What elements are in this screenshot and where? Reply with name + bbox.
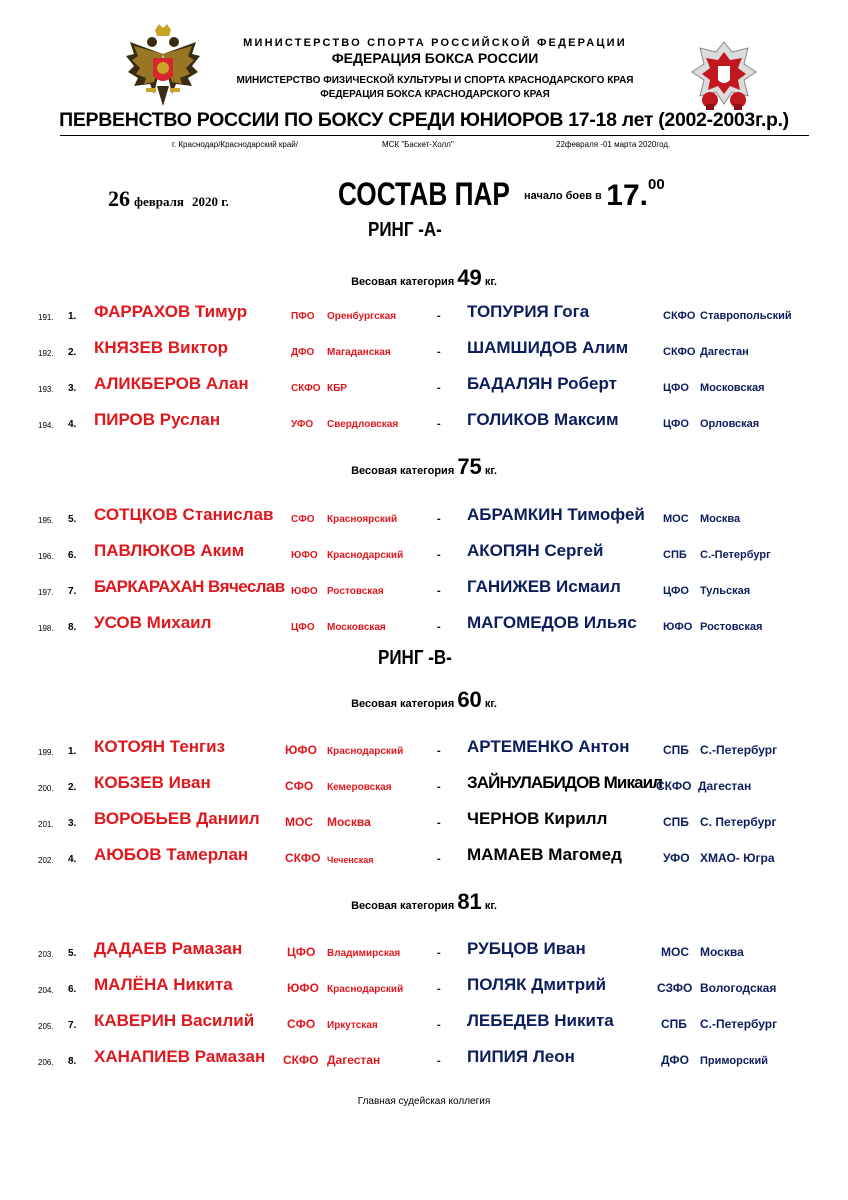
red-corner-name: КАВЕРИН Василий — [94, 1011, 255, 1030]
versus-dash: - — [437, 947, 441, 959]
bout-number: 203. — [38, 950, 54, 959]
bout-index: 7. — [68, 1020, 77, 1031]
blue-corner-region: Ставропольский — [700, 310, 792, 322]
weight-category-heading — [0, 889, 848, 915]
red-corner-name: ДАДАЕВ Рамазан — [94, 939, 243, 958]
blue-corner-region: Московская — [700, 382, 765, 394]
blue-corner-region: Дагестан — [700, 346, 749, 358]
weight-category-label: Весовая категория — [351, 900, 455, 912]
red-corner-district: ЮФО — [285, 743, 317, 757]
bout-index: 4. — [68, 854, 77, 865]
red-corner-region: Краснодарский — [327, 984, 404, 995]
bout-row — [0, 503, 848, 527]
red-corner-district: ДФО — [291, 347, 315, 358]
bout-index: 8. — [68, 1056, 77, 1067]
start-minutes: 00 — [648, 176, 665, 193]
red-corner-region: Краснодарский — [327, 746, 404, 757]
blue-corner-region: Дагестан — [698, 779, 752, 793]
bout-number: 192. — [38, 349, 54, 358]
red-corner-district: ПФО — [291, 311, 315, 322]
bout-number: 202. — [38, 856, 54, 865]
weight-unit: кг. — [484, 900, 497, 912]
versus-dash: - — [437, 549, 441, 561]
versus-dash: - — [437, 382, 441, 394]
red-corner-region: Краснодарский — [327, 550, 404, 561]
versus-dash: - — [437, 1019, 441, 1031]
bout-index: 5. — [68, 948, 77, 959]
red-corner-name: ПАВЛЮКОВ Аким — [94, 541, 245, 560]
blue-corner-district: СПБ — [663, 549, 687, 561]
blue-corner-name: АКОПЯН Сергей — [467, 541, 604, 560]
blue-corner-name: МАМАЕВ Магомед — [467, 845, 622, 864]
blue-corner-district: СКФО — [663, 310, 696, 322]
red-corner-name: ХАНАПИЕВ Рамазан — [94, 1047, 266, 1066]
blue-corner-name: РУБЦОВ Иван — [467, 939, 586, 958]
session-date — [108, 186, 229, 212]
red-corner-name: АЛИКБЕРОВ Алан — [94, 374, 249, 393]
red-corner-region: Москва — [327, 815, 371, 829]
blue-corner-region: Ростовская — [700, 621, 763, 633]
start-time — [524, 176, 665, 213]
bout-row — [0, 1045, 848, 1069]
bout-index: 4. — [68, 419, 77, 430]
blue-corner-name: ЧЕРНОВ Кирилл — [467, 809, 608, 828]
venue-text: МСК "Баскет-Холл" — [382, 140, 454, 149]
blue-corner-region: С. Петербург — [700, 815, 777, 829]
weight-value: 75 — [457, 454, 482, 479]
bout-index: 7. — [68, 586, 77, 597]
bout-number: 194. — [38, 421, 54, 430]
ring-b-heading: РИНГ -В- — [378, 647, 452, 669]
blue-corner-district: ЦФО — [663, 418, 689, 430]
blue-corner-name: ПОЛЯК Дмитрий — [467, 975, 607, 994]
red-corner-district: СКФО — [291, 383, 321, 394]
bout-number: 191. — [38, 313, 54, 322]
bout-number: 206. — [38, 1058, 54, 1067]
red-corner-region: Иркутская — [327, 1020, 378, 1031]
red-corner-district: ЦФО — [287, 945, 316, 959]
red-corner-district: ЮФО — [291, 550, 318, 561]
blue-corner-district: ЦФО — [663, 585, 689, 597]
red-corner-region: Чеченская — [327, 855, 374, 865]
bout-index: 2. — [68, 782, 77, 793]
bout-row — [0, 1009, 848, 1033]
red-corner-district: СФО — [285, 779, 314, 793]
blue-corner-region: Тульская — [700, 585, 751, 597]
blue-corner-district: СКФО — [663, 346, 696, 358]
red-corner-region: КБР — [327, 383, 347, 394]
blue-corner-region: ХМАО- Югра — [700, 851, 775, 865]
blue-corner-region: Приморский — [700, 1055, 768, 1067]
versus-dash: - — [437, 310, 441, 322]
red-corner-district: ЮФО — [287, 981, 319, 995]
bout-number: 197. — [38, 588, 54, 597]
weight-category-label: Весовая категория — [351, 698, 455, 710]
versus-dash: - — [437, 853, 441, 865]
bout-number: 193. — [38, 385, 54, 394]
ministry-sport-emblem — [124, 24, 202, 114]
bout-row — [0, 539, 848, 563]
weight-value: 81 — [457, 889, 482, 914]
blue-corner-district: МОС — [661, 945, 689, 959]
red-corner-name: ФАРРАХОВ Тимур — [94, 302, 248, 321]
ministry-heading: МИНИСТЕРСТВО СПОРТА РОССИЙСКОЙ ФЕДЕРАЦИИ — [243, 37, 627, 49]
bout-row — [0, 336, 848, 360]
bout-index: 6. — [68, 984, 77, 995]
blue-corner-name: ШАМШИДОВ Алим — [467, 338, 629, 357]
red-corner-region: Красноярский — [327, 514, 398, 525]
blue-corner-region: С.-Петербург — [700, 743, 778, 757]
blue-corner-region: Вологодская — [700, 981, 777, 995]
session-month: февраля — [134, 194, 184, 209]
red-corner-district: СФО — [287, 1017, 316, 1031]
red-corner-district: ЮФО — [291, 586, 318, 597]
bout-index: 1. — [68, 746, 77, 757]
bout-row — [0, 735, 848, 759]
red-corner-region: Дагестан — [327, 1053, 381, 1067]
blue-corner-name: ЛЕБЕДЕВ Никита — [467, 1011, 614, 1030]
bout-row — [0, 843, 848, 867]
ring-a-heading: РИНГ -А- — [368, 219, 442, 241]
versus-dash: - — [437, 745, 441, 757]
chief-judges-caption: Главная судейская коллегия — [357, 1096, 491, 1107]
red-corner-district: УФО — [291, 419, 314, 430]
blue-corner-region: Москва — [700, 513, 741, 525]
red-corner-region: Ростовская — [327, 586, 384, 597]
weight-unit: кг. — [484, 698, 497, 710]
bout-row — [0, 408, 848, 432]
bout-row — [0, 575, 848, 599]
bout-number: 205. — [38, 1022, 54, 1031]
blue-corner-district: МОС — [663, 513, 689, 525]
start-label: начало боев в — [524, 190, 602, 202]
weight-category-label: Весовая категория — [351, 465, 455, 477]
red-corner-name: УСОВ Михаил — [94, 613, 212, 632]
bout-index: 8. — [68, 622, 77, 633]
red-corner-district: СКФО — [285, 851, 321, 865]
location-text: г. Краснодар/Краснодарский край/ — [172, 140, 298, 149]
blue-corner-district: ЦФО — [663, 382, 689, 394]
blue-corner-district: УФО — [663, 851, 690, 865]
red-corner-name: АЮБОВ Тамерлан — [94, 845, 249, 864]
start-hour: 17. — [606, 179, 648, 212]
blue-corner-region: Орловская — [700, 418, 760, 430]
blue-corner-district: СПБ — [661, 1017, 687, 1031]
blue-corner-region: Москва — [700, 945, 744, 959]
blue-corner-district: ДФО — [661, 1053, 689, 1067]
bout-row — [0, 300, 848, 324]
blue-corner-district: ЮФО — [663, 621, 693, 633]
bout-row — [0, 937, 848, 961]
header-divider — [60, 135, 809, 136]
federation-heading: ФЕДЕРАЦИЯ БОКСА РОССИИ — [331, 50, 539, 66]
red-corner-region: Владимирская — [327, 948, 401, 959]
bout-number: 198. — [38, 624, 54, 633]
blue-corner-district: СПБ — [663, 815, 689, 829]
dates-text: 22февраля -01 марта 2020год. — [556, 140, 671, 149]
red-corner-district: ЦФО — [291, 622, 315, 633]
blue-corner-name: ГОЛИКОВ Максим — [467, 410, 619, 429]
bout-index: 3. — [68, 818, 77, 829]
red-corner-name: БАРКАРАХАН Вячеслав — [94, 577, 285, 596]
weight-category-heading — [0, 454, 848, 480]
blue-corner-name: ГАНИЖЕВ Исмаил — [467, 577, 621, 596]
red-corner-district: МОС — [285, 815, 313, 829]
weight-unit: кг. — [484, 465, 497, 477]
blue-corner-name: ТОПУРИЯ Гога — [467, 302, 590, 321]
blue-corner-name: ПИПИЯ Леон — [467, 1047, 575, 1066]
bout-row — [0, 611, 848, 635]
blue-corner-district: СЗФО — [657, 981, 693, 995]
regional-ministry-heading: МИНИСТЕРСТВО ФИЗИЧЕСКОЙ КУЛЬТУРЫ И СПОРТА КРАСНОДАРСКОГО КРАЯ — [236, 75, 634, 86]
red-corner-name: МАЛЁНА Никита — [94, 975, 233, 994]
bout-index: 2. — [68, 347, 77, 358]
weight-category-heading — [0, 687, 848, 713]
weight-category-heading — [0, 265, 848, 291]
bout-number: 204. — [38, 986, 54, 995]
versus-dash: - — [437, 1055, 441, 1067]
red-corner-region: Оренбургская — [327, 311, 397, 322]
blue-corner-name: АБРАМКИН Тимофей — [467, 505, 645, 524]
session-day: 26 — [108, 186, 130, 211]
versus-dash: - — [437, 418, 441, 430]
red-corner-region: Кемеровская — [327, 782, 392, 793]
bout-index: 1. — [68, 311, 77, 322]
red-corner-region: Свердловская — [327, 419, 399, 430]
pairs-title: СОСТАВ ПАР — [338, 176, 510, 212]
championship-title: ПЕРВЕНСТВО РОССИИ ПО БОКСУ СРЕДИ ЮНИОРОВ 17-18 лет (2002-2003г.р.) — [59, 109, 789, 131]
red-corner-name: КОБЗЕВ Иван — [94, 773, 211, 792]
red-corner-name: КНЯЗЕВ Виктор — [94, 338, 228, 357]
blue-corner-name: МАГОМЕДОВ Ильяс — [467, 613, 637, 632]
blue-corner-region: С.-Петербург — [700, 549, 771, 561]
bout-index: 5. — [68, 514, 77, 525]
bout-row — [0, 372, 848, 396]
red-corner-region: Магаданская — [327, 347, 391, 358]
red-corner-name: СОТЦКОВ Станислав — [94, 505, 274, 524]
blue-corner-name: ЗАЙНУЛАБИДОВ Микаил — [467, 773, 663, 792]
weight-value: 49 — [457, 265, 482, 290]
weight-category-label: Весовая категория — [351, 276, 455, 288]
blue-corner-district: СКФО — [656, 779, 692, 793]
versus-dash: - — [437, 346, 441, 358]
red-corner-name: КОТОЯН Тенгиз — [94, 737, 226, 756]
weight-unit: кг. — [484, 276, 497, 288]
red-corner-name: ПИРОВ Руслан — [94, 410, 221, 429]
red-corner-name: ВОРОБЬЕВ Даниил — [94, 809, 260, 828]
versus-dash: - — [437, 983, 441, 995]
weight-value: 60 — [457, 687, 482, 712]
bout-index: 6. — [68, 550, 77, 561]
bout-row — [0, 807, 848, 831]
bout-number: 195. — [38, 516, 54, 525]
versus-dash: - — [437, 817, 441, 829]
blue-corner-region: С.-Петербург — [700, 1017, 778, 1031]
versus-dash: - — [437, 513, 441, 525]
versus-dash: - — [437, 781, 441, 793]
bout-row — [0, 973, 848, 997]
blue-corner-name: АРТЕМЕНКО Антон — [467, 737, 630, 756]
bout-number: 200. — [38, 784, 54, 793]
bout-number: 196. — [38, 552, 54, 561]
red-corner-region: Московская — [327, 622, 386, 633]
blue-corner-district: СПБ — [663, 743, 689, 757]
bout-number: 199. — [38, 748, 54, 757]
blue-corner-name: БАДАЛЯН Роберт — [467, 374, 617, 393]
versus-dash: - — [437, 585, 441, 597]
bout-row — [0, 771, 848, 795]
session-year: 2020 г. — [191, 194, 229, 209]
bout-index: 3. — [68, 383, 77, 394]
regional-federation-heading: ФЕДЕРАЦИЯ БОКСА КРАСНОДАРСКОГО КРАЯ — [320, 89, 550, 100]
versus-dash: - — [437, 621, 441, 633]
bout-number: 201. — [38, 820, 54, 829]
red-corner-district: СФО — [291, 514, 315, 525]
red-corner-district: СКФО — [283, 1053, 319, 1067]
boxing-federation-emblem — [688, 38, 760, 114]
